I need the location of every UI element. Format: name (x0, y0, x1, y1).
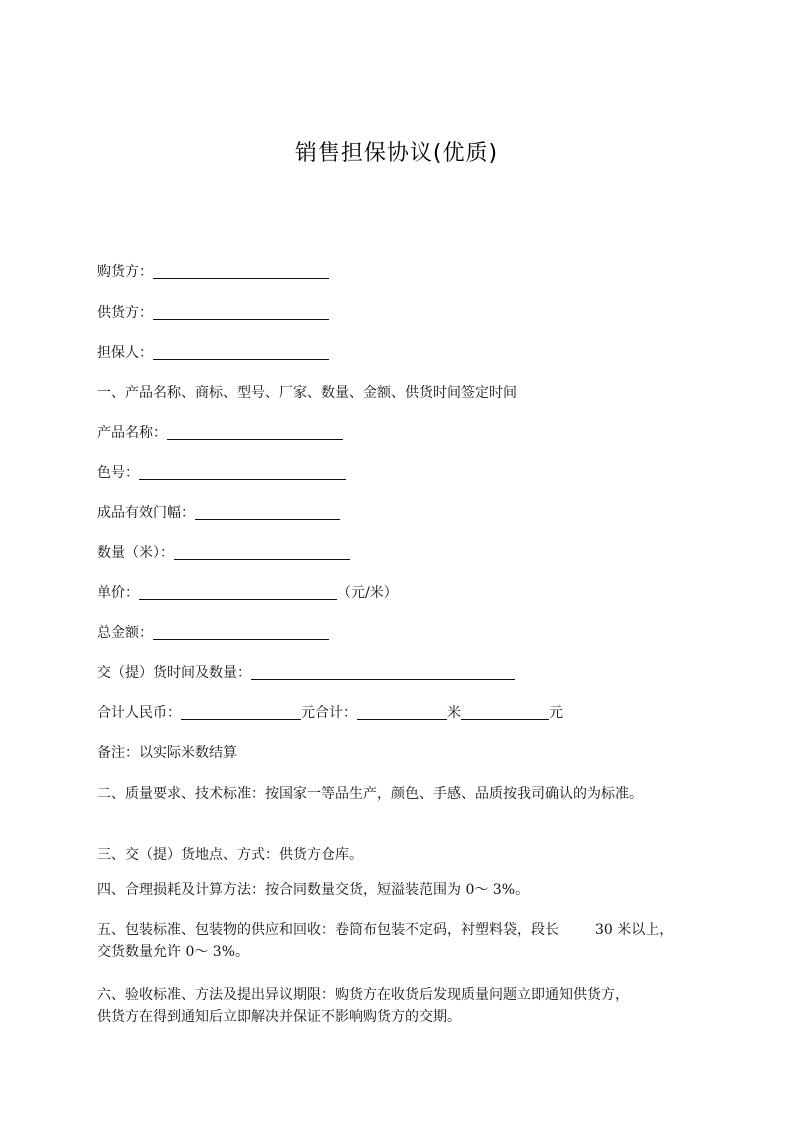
yuan-label: 元 (549, 705, 563, 721)
width-label: 成品有效门幅： (97, 505, 195, 521)
note-line: 备注：以实际米数结算 (97, 745, 237, 761)
buyer-blank[interactable] (153, 264, 329, 279)
rmb-label: 合计人民币： (97, 705, 181, 721)
meter-label: 米 (447, 705, 461, 721)
color-no-label: 色号： (97, 465, 139, 481)
rmb-blank[interactable] (181, 705, 301, 720)
unit-price-blank[interactable] (139, 585, 337, 600)
rmb-total-line (97, 703, 563, 723)
buyer-line (97, 262, 329, 282)
delivery-blank[interactable] (251, 665, 515, 680)
quantity-blank[interactable] (174, 545, 350, 560)
unit-price-label: 单价： (97, 585, 139, 601)
width-blank[interactable] (195, 505, 340, 520)
guarantor-label: 担保人： (97, 345, 153, 361)
product-name-line (97, 423, 343, 443)
product-name-blank[interactable] (167, 425, 343, 440)
supplier-line (97, 303, 329, 323)
color-no-blank[interactable] (139, 465, 346, 480)
color-no-line (97, 463, 346, 483)
quantity-line (97, 543, 350, 563)
document-title: 销售担保协议(优质) (294, 141, 499, 166)
quantity-label: 数量（米）： (97, 545, 174, 561)
unit-price-unit: （元/米） (337, 585, 398, 601)
total-blank[interactable] (153, 625, 329, 640)
guarantor-blank[interactable] (153, 345, 329, 360)
section3-text: 三、交（提）货地点、方式：供货方仓库。 (97, 847, 363, 863)
product-name-label: 产品名称： (97, 425, 167, 441)
meter-total-blank[interactable] (357, 705, 447, 720)
section5-line2: 交货数量允许 0～ 3%。 (97, 944, 250, 960)
section5-line1-a: 五、包装标准、包装物的供应和回收：卷筒布包装不定码，衬塑料袋，段长 (97, 922, 559, 938)
unit-price-line (97, 583, 398, 603)
supplier-label: 供货方： (97, 305, 153, 321)
section1-heading: 一、产品名称、商标、型号、厂家、数量、金额、供货时间签定时间 (97, 385, 517, 401)
width-line (97, 503, 340, 523)
yuan-total-blank[interactable] (461, 705, 549, 720)
total-line (97, 623, 329, 643)
delivery-label: 交（提）货时间及数量： (97, 665, 251, 681)
section4-text: 四、合理损耗及计算方法：按合同数量交货，短溢装范围为 0～ 3%。 (97, 882, 530, 898)
supplier-blank[interactable] (153, 305, 329, 320)
section6-line2: 供货方在得到通知后立即解决并保证不影响购货方的交期。 (97, 1009, 461, 1025)
buyer-label: 购货方： (97, 264, 153, 280)
delivery-line (97, 663, 515, 683)
total-label: 总金额： (97, 625, 153, 641)
yuan-total-label: 元合计： (301, 705, 357, 721)
section2-text: 二、质量要求、技术标准：按国家一等品生产，颜色、手感、品质按我司确认的为标准。 (97, 786, 643, 802)
guarantor-line (97, 343, 329, 363)
section5-line1-b: 30 米以上， (595, 922, 674, 938)
section6-line1: 六、验收标准、方法及提出异议期限：购货方在收货后发现质量问题立即通知供货方， (97, 987, 629, 1003)
section5-line1 (97, 920, 673, 940)
